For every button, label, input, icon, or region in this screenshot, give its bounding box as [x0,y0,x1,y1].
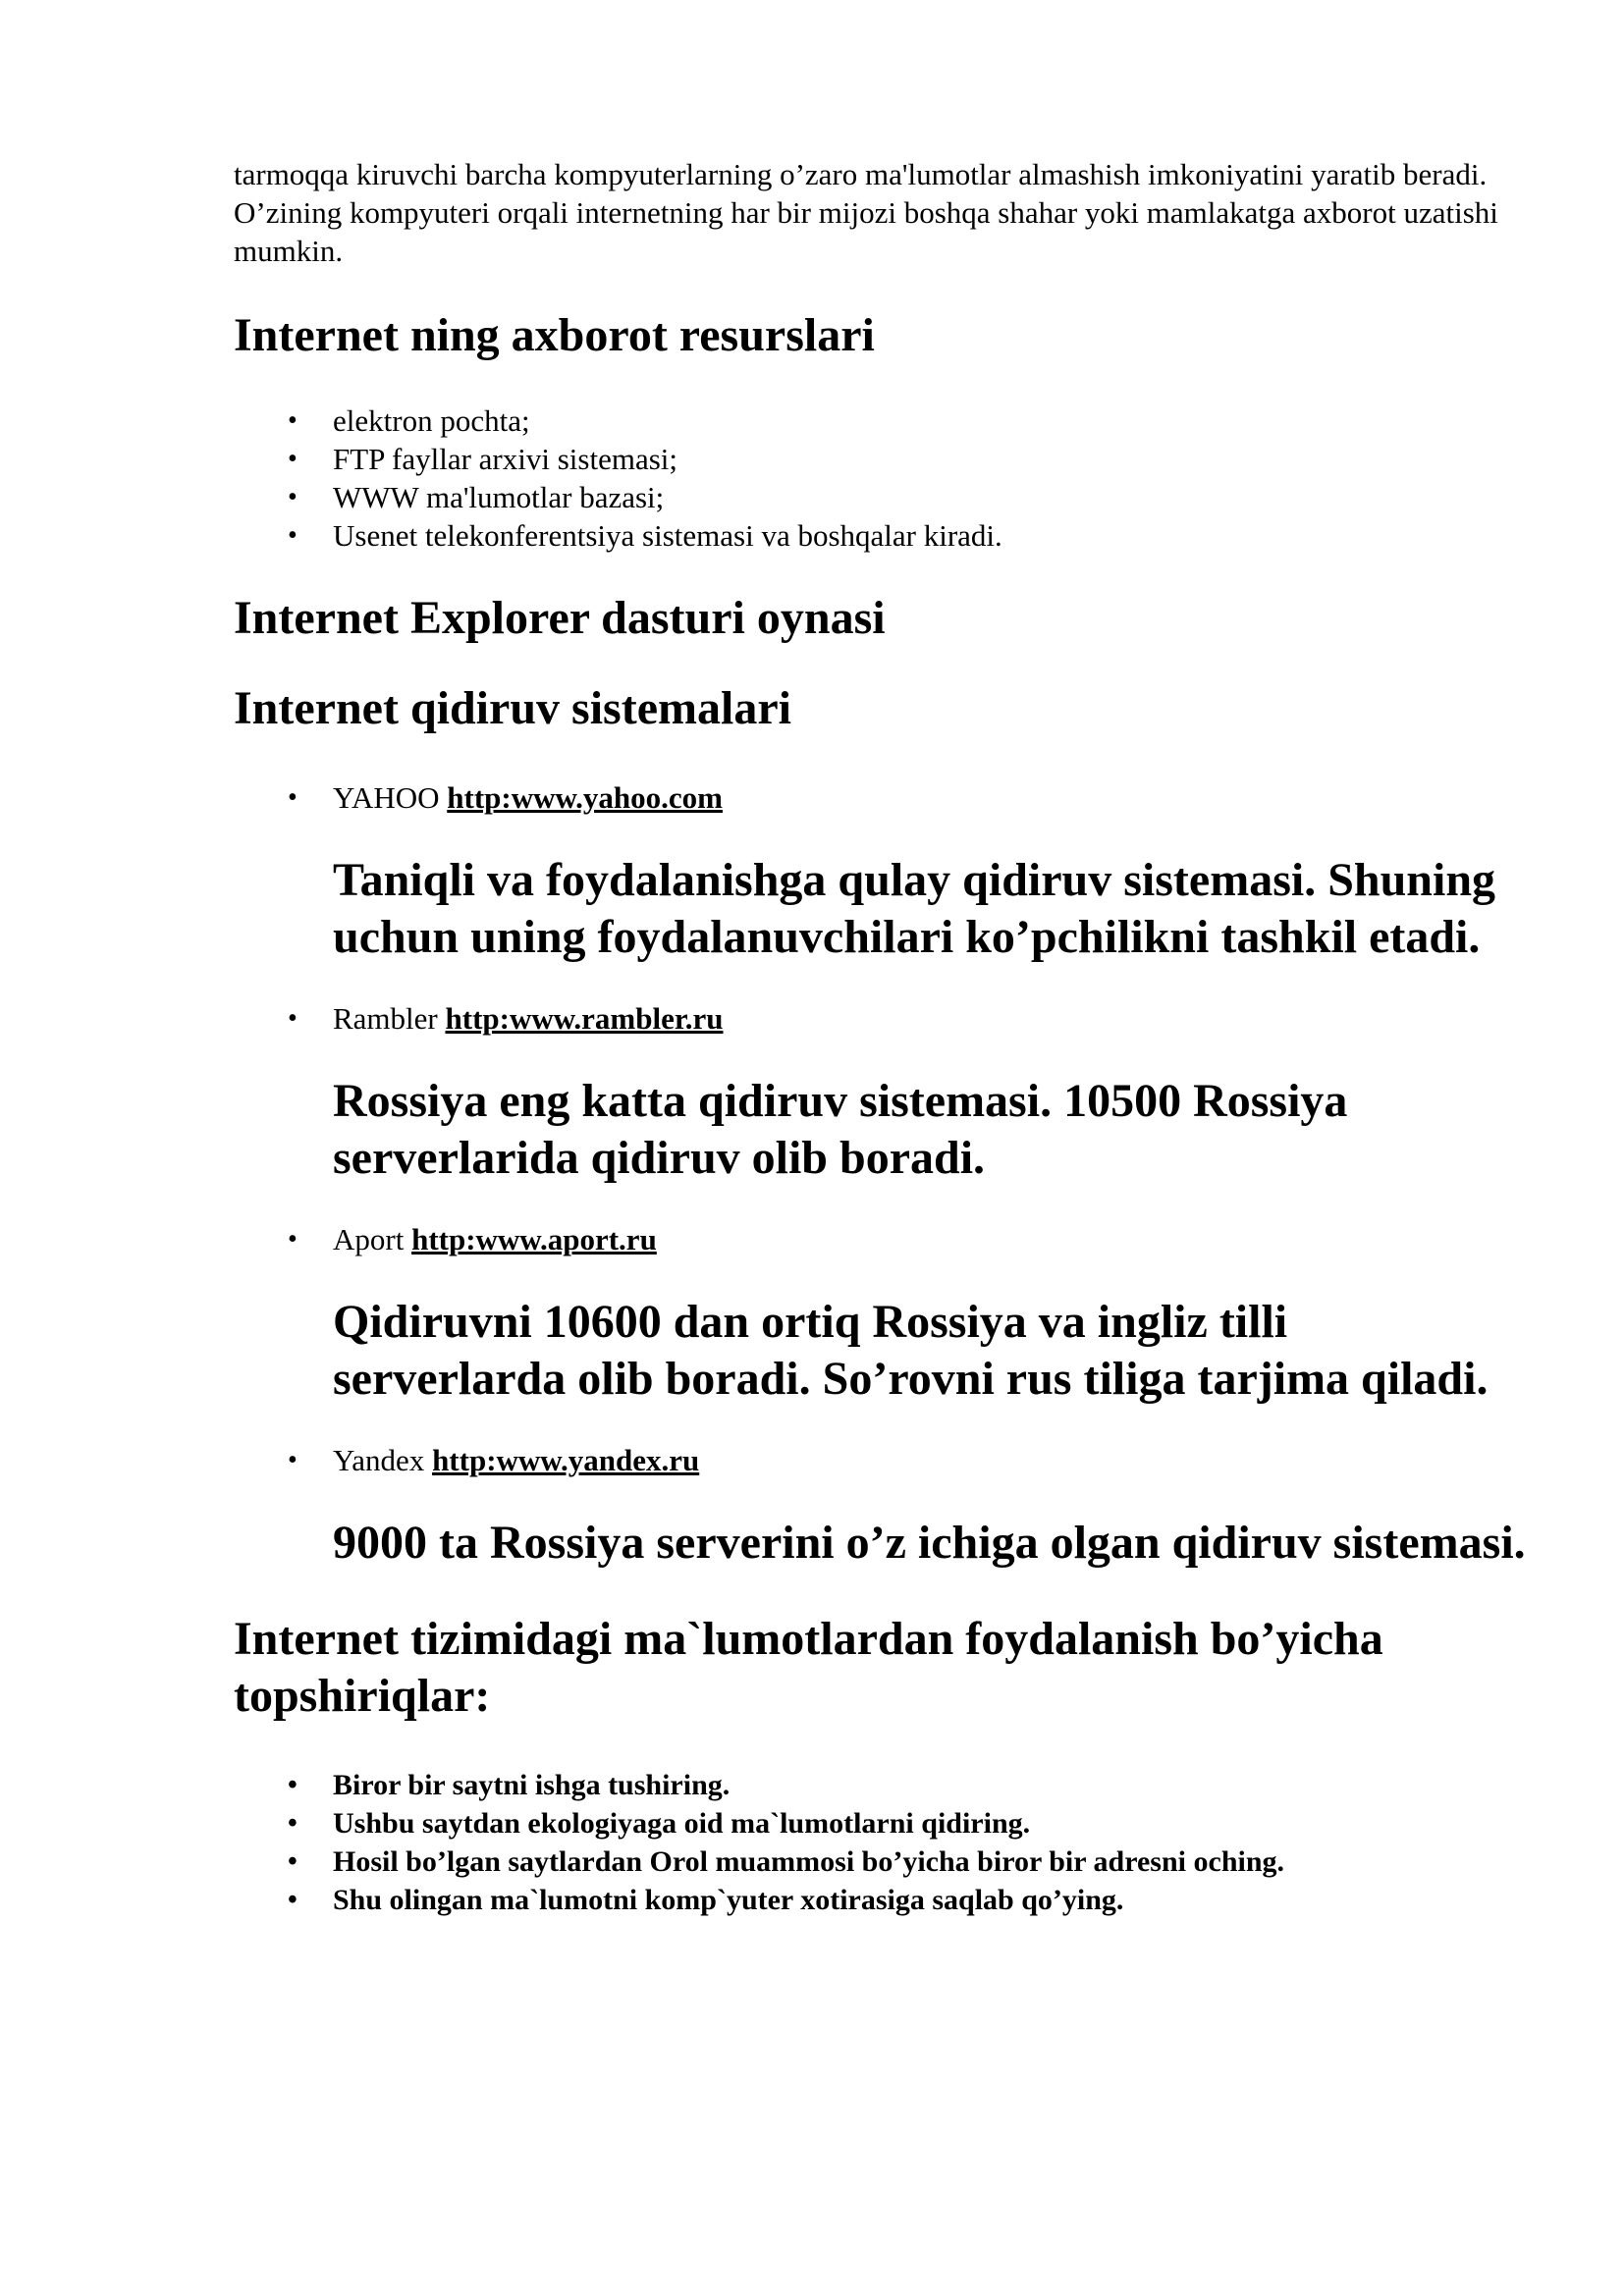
engine-url-link[interactable]: http:www.aport.ru [411,1222,657,1256]
engine-line [234,778,1510,817]
tasks-heading: Internet tizimidagi ma`lumotlardan foydalanish bo’yicha topshiriqlar: [234,1613,1383,1722]
engine-description: Rossiya eng katta qidiruv sistemasi. 10500 Rossiya serverlarida qidiruv olib boradi. [333,1075,1348,1184]
list-item: • Hosil bo’lgan saytlardan Orol muammosi bo’yicha biror bir adresni oching. [234,1842,1510,1881]
engine-url-link[interactable]: http:www.yahoo.com [447,780,723,815]
engine-description: Qidiruvni 10600 dan ortiq Rossiya va ingliz tilli serverlarda olib boradi. So’rovni rus tiliga tarjima qiladi. [333,1296,1489,1405]
engine-line [234,1220,1510,1258]
engine-line [234,999,1510,1038]
engine-name: Aport [333,1222,405,1256]
engine-rambler [234,999,1510,1187]
engine-description: 9000 ta Rossiya serverini o’z ichiga olgan qidiruv sistemasi. [333,1517,1526,1569]
list-item: • WWW ma'lumotlar bazasi; [234,478,1510,516]
engine-yandex [234,1441,1526,1572]
engine-line [234,1441,1510,1479]
engine-description: Taniqli va foydalanishga qulay qidiruv sistemasi. Shuning uchun uning foydalanuvchilari ko’pchilikni tashkil etadi. [333,854,1496,963]
intro-paragraph: tarmoqqa kiruvchi barcha kompyuterlarning o’zaro ma'lumotlar almashish imkoniyatini yaratib beradi. O’zining kompyuteri orqali internetning har bir mijozi boshqa shahar yoki mamlakatga axborot uzatishi mumkin. [234,157,1498,268]
engine-yahoo [234,778,1510,966]
list-item: • Ushbu saytdan ekologiyaga oid ma`lumotlarni qidiring. [234,1804,1510,1842]
tasks-list [234,1766,1510,1919]
engine-url-link[interactable]: http:www.yandex.ru [432,1443,700,1477]
engine-name: YAHOO [333,780,440,815]
engine-name: Yandex [333,1443,425,1477]
ie-heading: Internet Explorer dasturi oynasi [234,592,886,644]
engine-url-link[interactable]: http:www.rambler.ru [445,1001,724,1036]
list-item: • elektron pochta; [234,401,1510,440]
resources-list [234,401,1510,555]
list-item: • FTP fayllar arxivi sistemasi; [234,440,1510,478]
list-item: • Biror bir saytni ishga tushiring. [234,1766,1510,1804]
list-item: • Shu olingan ma`lumotni komp`yuter xotirasiga saqlab qo’ying. [234,1881,1510,1919]
engine-aport [234,1220,1510,1408]
search-heading: Internet qidiruv sistemalari [234,682,791,734]
resources-heading: Internet ning axborot resurslari [234,309,875,361]
list-item: • Usenet telekonferentsiya sistemasi va boshqalar kiradi. [234,516,1510,555]
document-page [234,155,1526,1919]
engine-name: Rambler [333,1001,438,1036]
